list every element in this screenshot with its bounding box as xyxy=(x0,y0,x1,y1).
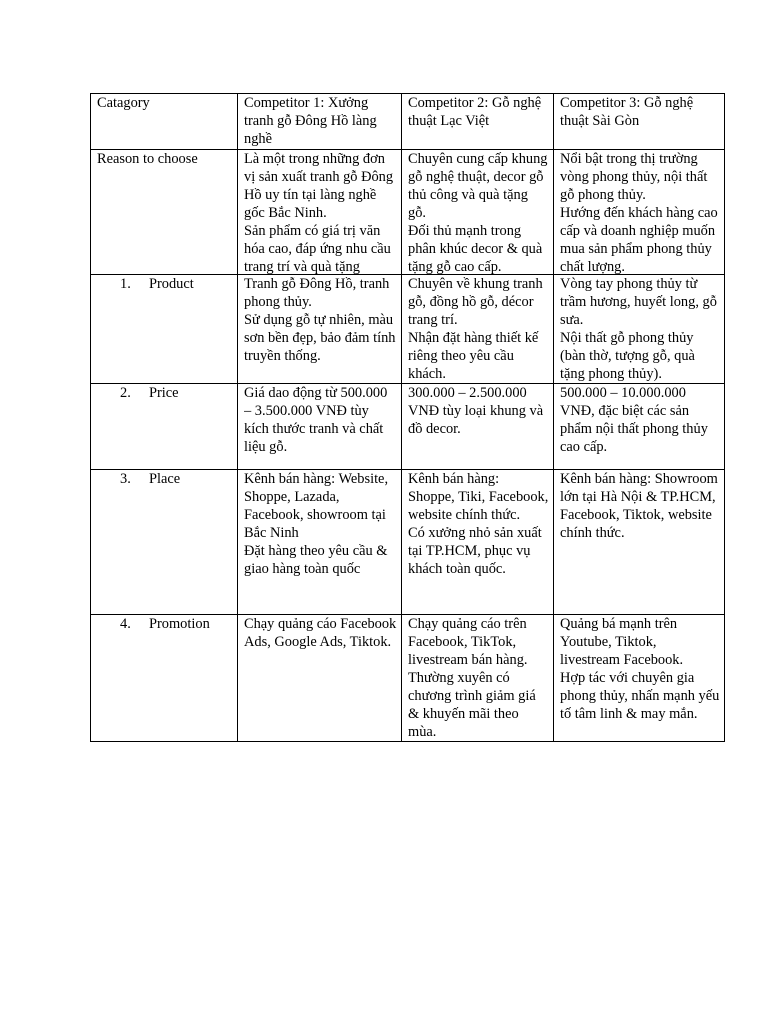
competitor-2-cell: Chạy quảng cáo trên Facebook, TikTok, livestream bán hàng. Thường xuyên có chương trình giảm giá & khuyến mãi theo mùa. xyxy=(402,615,554,742)
row-label-cell xyxy=(91,275,238,384)
row-label: Place xyxy=(149,471,181,487)
numbered-row-label xyxy=(97,470,233,488)
competitor-1-cell: Chạy quảng cáo Facebook Ads, Google Ads, Tiktok. xyxy=(238,615,402,742)
row-number: 2. xyxy=(120,385,131,401)
competitor-3-cell: Quảng bá mạnh trên Youtube, Tiktok, livestream Facebook. Hợp tác với chuyên gia phong thủy, nhấn mạnh yếu tố tâm linh & may mắn. xyxy=(554,615,725,742)
competitor-1-cell: Tranh gỗ Đông Hồ, tranh phong thủy. Sử dụng gỗ tự nhiên, màu sơn bền đẹp, bảo đảm tính truyền thống. xyxy=(238,275,402,384)
numbered-row-label xyxy=(97,384,233,402)
competitor-3-cell: Vòng tay phong thủy từ trầm hương, huyết long, gỗ sưa. Nội thất gỗ phong thủy (bàn thờ, tượng gỗ, quà tặng phong thủy). xyxy=(554,275,725,384)
row-number: 3. xyxy=(120,471,131,487)
row-label: Price xyxy=(149,385,179,401)
header-cell-category: Catagory xyxy=(91,94,238,150)
table-row-promotion xyxy=(91,615,725,742)
row-number: 4. xyxy=(120,616,131,632)
row-label: Product xyxy=(149,276,194,292)
competitor-2-cell: 300.000 – 2.500.000 VNĐ tùy loại khung và đồ decor. xyxy=(402,384,554,470)
table-row-reason-to-choose xyxy=(91,150,725,275)
row-label-cell xyxy=(91,470,238,615)
header-cell-competitor-2: Competitor 2: Gỗ nghệ thuật Lạc Việt xyxy=(402,94,554,150)
numbered-row-label xyxy=(97,275,233,293)
competitor-3-cell: 500.000 – 10.000.000 VNĐ, đặc biệt các sản phẩm nội thất phong thủy cao cấp. xyxy=(554,384,725,470)
row-label-cell xyxy=(91,384,238,470)
competitor-2-cell: Kênh bán hàng: Shoppe, Tiki, Facebook, website chính thức. Có xưởng nhỏ sản xuất tại TP.HCM, phục vụ khách toàn quốc. xyxy=(402,470,554,615)
row-label-cell xyxy=(91,150,238,275)
competitor-2-cell: Chuyên về khung tranh gỗ, đồng hồ gỗ, décor trang trí. Nhận đặt hàng thiết kế riêng theo yêu cầu khách. xyxy=(402,275,554,384)
header-cell-competitor-1: Competitor 1: Xưởng tranh gỗ Đông Hồ làng nghề xyxy=(238,94,402,150)
competitor-1-cell: Giá dao động từ 500.000 – 3.500.000 VNĐ tùy kích thước tranh và chất liệu gỗ. xyxy=(238,384,402,470)
competitor-1-cell: Là một trong những đơn vị sản xuất tranh gỗ Đông Hồ uy tín tại làng nghề gốc Bắc Ninh. Sản phẩm có giá trị văn hóa cao, đáp ứng nhu cầu trang trí và quà tặng xyxy=(238,150,402,275)
table-row-price xyxy=(91,384,725,470)
row-label: Reason to choose xyxy=(97,151,198,167)
competitor-2-cell: Chuyên cung cấp khung gỗ nghệ thuật, decor gỗ thủ công và quà tặng gỗ. Đối thủ mạnh trong phân khúc decor & quà tặng gỗ cao cấp. xyxy=(402,150,554,275)
competitor-1-cell: Kênh bán hàng: Website, Shoppe, Lazada, Facebook, showroom tại Bắc Ninh Đặt hàng theo yêu cầu & giao hàng toàn quốc xyxy=(238,470,402,615)
numbered-row-label xyxy=(97,615,233,633)
header-cell-competitor-3: Competitor 3: Gỗ nghệ thuật Sài Gòn xyxy=(554,94,725,150)
row-label: Promotion xyxy=(149,616,210,632)
table-header-row xyxy=(91,94,725,150)
competitor-table xyxy=(90,93,725,742)
competitor-3-cell: Nổi bật trong thị trường vòng phong thủy, nội thất gỗ phong thủy. Hướng đến khách hàng cao cấp và doanh nghiệp muốn mua sản phẩm phong thủy chất lượng. xyxy=(554,150,725,275)
row-label-cell xyxy=(91,615,238,742)
table-row-product xyxy=(91,275,725,384)
row-number: 1. xyxy=(120,276,131,292)
table-row-place xyxy=(91,470,725,615)
competitor-3-cell: Kênh bán hàng: Showroom lớn tại Hà Nội & TP.HCM, Facebook, Tiktok, website chính thức. xyxy=(554,470,725,615)
